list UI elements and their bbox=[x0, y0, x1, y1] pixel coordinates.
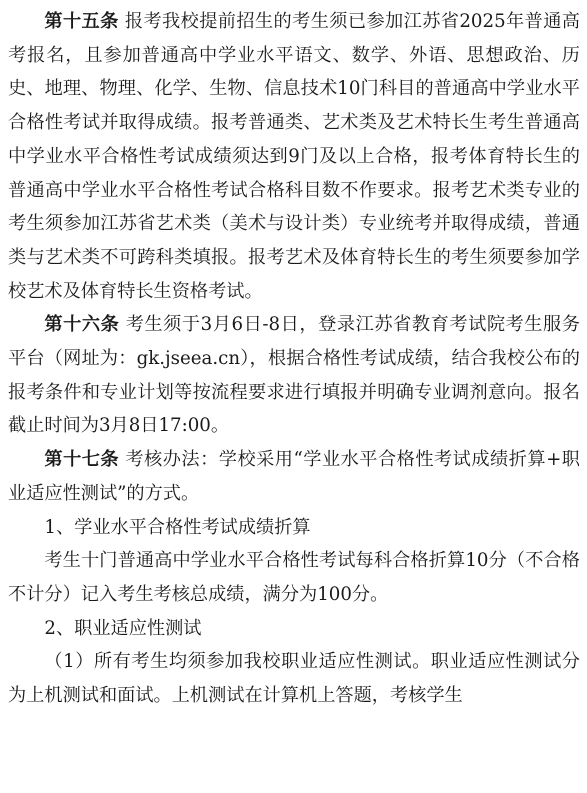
article-17 bbox=[8, 443, 580, 510]
article-label: 第十五条 bbox=[44, 11, 119, 32]
article-text: 考核办法：学校采用“学业水平合格性考试成绩折算+职业适应性测试”的方式。 bbox=[8, 449, 580, 504]
document-page bbox=[8, 0, 580, 713]
article-text: 考生须于3月6日-8日，登录江苏省教育考试院考生服务平台（网址为：gk.jseea.cn），根据合格性考试成绩，结合我校公布的报考条件和专业计划等按流程要求进行填报并明确专业调剂意向。报名截止时间为3月8日17:00。 bbox=[8, 314, 580, 437]
article-text: 报考我校提前招生的考生须已参加江苏省2025年普通高考报名，且参加普通高中学业水平语文、数学、外语、思想政治、历史、地理、物理、化学、生物、信息技术10门科目的普通高中学业水平合格性考试并取得成绩。报考普通类、艺术类及艺术特长生考生普通高中学业水平合格性考试成绩须达到9门及以上合格，报考体育特长生的普通高中学业水平合格性考试合格科目数不作要求。报考艺术类专业的考生须参加江苏省艺术类（美术与设计类）专业统考并取得成绩，普通类与艺术类不可跨科类填报。报考艺术及体育特长生的考生须要参加学校艺术及体育特长生资格考试。 bbox=[8, 11, 580, 302]
section-heading: 2、职业适应性测试 bbox=[44, 617, 202, 639]
article-16 bbox=[8, 308, 580, 443]
section-body: 考生十门普通高中学业水平合格性考试每科合格折算10分（不合格不计分）记入考生考核总成绩，满分为100分。 bbox=[8, 550, 580, 605]
article-15 bbox=[8, 5, 580, 308]
article-label: 第十七条 bbox=[44, 449, 120, 471]
article-label: 第十六条 bbox=[44, 314, 120, 336]
section-heading: 1、学业水平合格性考试成绩折算 bbox=[44, 516, 311, 538]
section-body: （1）所有考生均须参加我校职业适应性测试。职业适应性测试分为上机测试和面试。上机测试在计算机上答题，考核学生 bbox=[8, 651, 580, 707]
